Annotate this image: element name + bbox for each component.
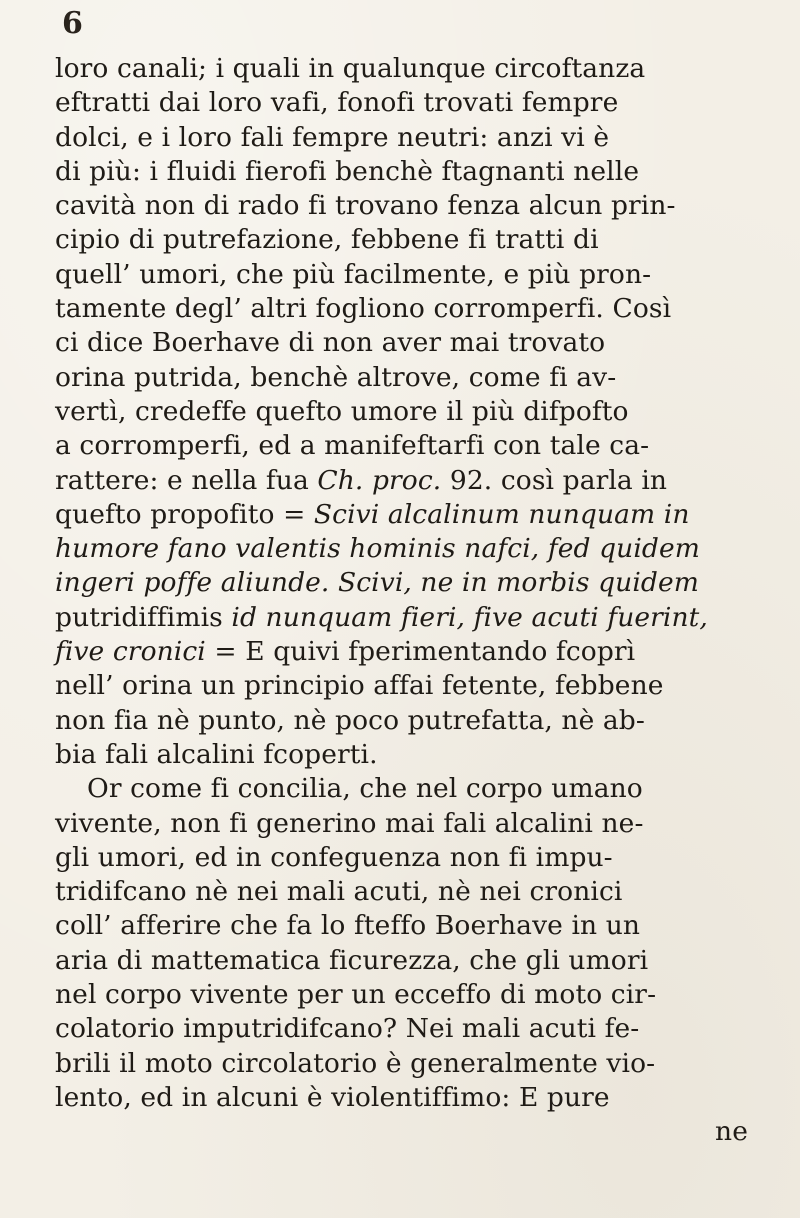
text-segment: lento, ed in alcuni è violentiffimo: E pure [55, 1081, 610, 1113]
text-line [55, 223, 760, 257]
text-segment: di più: i fluidi fierofi benchè ftagnanti nelle [55, 155, 640, 187]
latin-quotation-segment: Scivi alcalinum nunquam in [313, 498, 690, 530]
text-segment: orina putrida, benchè altrove, come fi av- [55, 361, 617, 393]
text-segment: Or come fi concilia, che nel corpo umano [87, 773, 643, 805]
text-segment: cavità non di rado fi trovano fenza alcun prin- [55, 190, 676, 222]
text-segment: colatorio imputridifcano? Nei mali acuti fe- [55, 1013, 640, 1045]
latin-quotation-segment: Ch. proc. [317, 464, 442, 496]
text-line [55, 944, 760, 978]
latin-quotation-segment: humore fano valentis hominis nafci, fed quidem [55, 533, 700, 565]
text-segment: putridiffimis [55, 601, 232, 633]
text-segment: vertì, credeffe quefto umore il più difpofto [55, 395, 629, 427]
text-segment: quell’ umori, che più facilmente, e più pron- [55, 258, 652, 290]
text-segment: tamente degl’ altri fogliono corromperfi. Così [55, 293, 672, 325]
text-segment: rattere: e nella fua [55, 464, 318, 496]
text-segment: dolci, e i loro fali fempre neutri: anzi vi è [55, 121, 610, 153]
text-segment: vivente, non fi generino mai fali alcalini ne- [55, 807, 644, 839]
text-segment: aria di mattematica ficurezza, che gli umori [55, 944, 649, 976]
text-line [55, 498, 760, 532]
text-line [55, 532, 760, 566]
text-segment: coll’ afferire che fa lo fteffo Boerhave in un [55, 910, 641, 942]
text-line [55, 464, 760, 498]
body-text [55, 52, 760, 1150]
text-line [55, 738, 760, 772]
text-line [55, 807, 760, 841]
latin-quotation-segment: id nunquam fieri, five acuti fuerint, [231, 601, 708, 633]
text-segment: a corromperfi, ed a manifeftarfi con tale ca- [55, 430, 650, 462]
text-segment: cipio di putrefazione, febbene fi tratti di [55, 224, 599, 256]
latin-quotation-segment: five cronici [55, 636, 206, 668]
text-line [55, 121, 760, 155]
text-line [55, 395, 760, 429]
text-segment: non fia nè punto, nè poco putrefatta, nè ab- [55, 704, 645, 736]
text-line [55, 292, 760, 326]
text-line [55, 52, 760, 86]
text-line [55, 86, 760, 120]
text-line [55, 704, 760, 738]
text-line [55, 875, 760, 909]
text-segment: ci dice Boerhave di non aver mai trovato [55, 327, 606, 359]
text-line [55, 635, 760, 669]
text-segment: nel corpo vivente per un ecceffo di moto cir- [55, 979, 657, 1011]
text-line [55, 601, 760, 635]
text-line [55, 326, 760, 360]
catchword [55, 1115, 760, 1149]
text-line [55, 772, 760, 806]
text-segment: loro canali; i quali in qualunque circoftanza [55, 53, 646, 84]
text-segment: eftratti dai loro vafi, fonofi trovati fempre [55, 87, 619, 119]
text-line [55, 566, 760, 600]
text-segment: 92. così parla in [441, 464, 668, 496]
text-line [55, 909, 760, 943]
text-line [55, 258, 760, 292]
text-line [55, 841, 760, 875]
text-segment: brili il moto circolatorio è generalmente vio- [55, 1047, 656, 1079]
text-line [55, 1012, 760, 1046]
text-line [55, 978, 760, 1012]
page-number: 6 [62, 6, 83, 41]
text-segment: bia fali alcalini fcoperti. [55, 738, 378, 770]
text-segment: nell’ orina un principio affai fetente, febbene [55, 670, 664, 702]
text-line [55, 155, 760, 189]
text-line [55, 189, 760, 223]
text-line [55, 669, 760, 703]
text-line [55, 1081, 760, 1115]
text-segment: quefto propofito = [55, 498, 314, 530]
text-line [55, 1047, 760, 1081]
text-segment: = E quivi fperimentando fcoprì [205, 636, 636, 668]
text-line [55, 361, 760, 395]
text-segment: ne [715, 1116, 748, 1148]
latin-quotation-segment: ingeri poffe aliunde. Scivi, ne in morbis quidem [55, 567, 699, 599]
text-segment: tridifcano nè nei mali acuti, nè nei cronici [55, 876, 623, 908]
text-line [55, 429, 760, 463]
text-segment: gli umori, ed in confeguenza non fi impu- [55, 841, 613, 873]
